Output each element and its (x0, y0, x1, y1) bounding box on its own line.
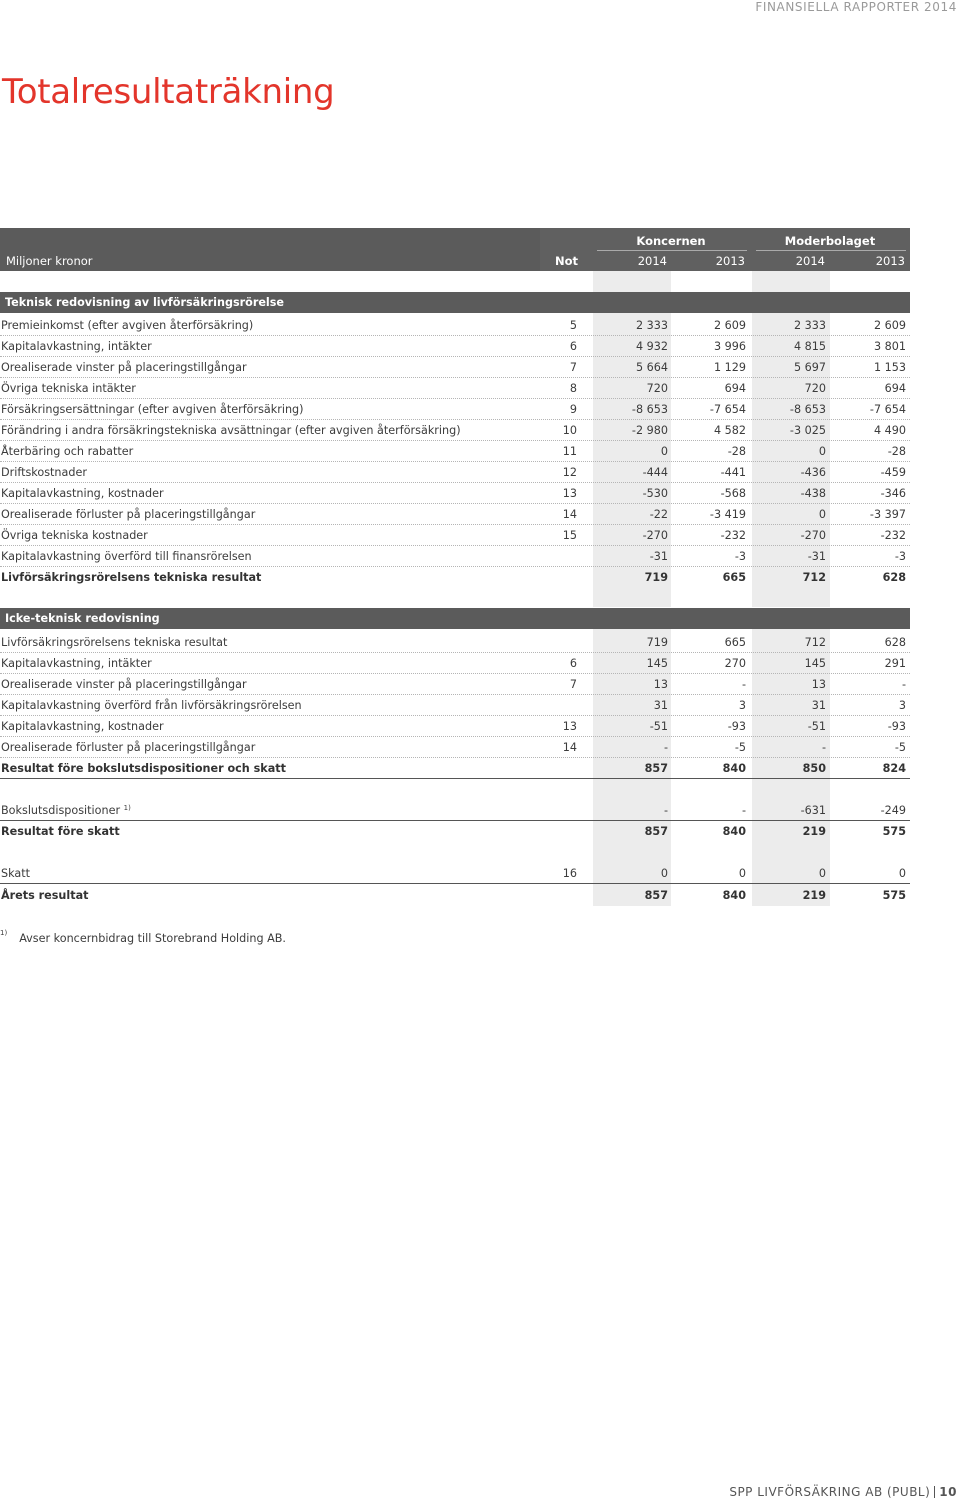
value-koncern-2013: 665 (724, 636, 746, 649)
value-koncern-2014: -270 (642, 529, 668, 542)
row-label-text: Kapitalavkastning överförd från livförsäkringsrörelsen (1, 699, 302, 712)
group-moderbolaget: Moderbolaget (784, 234, 876, 248)
value-koncern-2014: 5 664 (635, 361, 668, 374)
value-koncern-2013: 840 (722, 762, 746, 775)
value-koncern-2014: 857 (644, 889, 668, 902)
row-label-text: Resultat före bokslutsdispositioner och skatt (1, 762, 286, 775)
footer-company: SPP LIVFÖRSÄKRING AB (PUBL) (729, 1485, 931, 1499)
row-label-text: Premieinkomst (efter avgiven återförsäkring) (1, 319, 254, 332)
row-label-text: Övriga tekniska intäkter (1, 382, 136, 395)
value-moder-2014: -438 (800, 487, 826, 500)
row-label-text: Orealiserade förluster på placeringstillgångar (1, 508, 256, 521)
row-label (1, 319, 253, 332)
row-label (1, 741, 255, 754)
note-ref: 7 (569, 361, 577, 374)
value-moder-2014: - (821, 741, 826, 754)
value-moder-2014: 2 333 (793, 319, 826, 332)
running-header: FINANSIELLA RAPPORTER 2014 (755, 0, 957, 14)
value-koncern-2014: 4 932 (635, 340, 668, 353)
value-koncern-2014: - (663, 804, 668, 817)
row-label (1, 762, 286, 775)
value-moder-2013: 4 490 (873, 424, 906, 437)
row-label (1, 508, 255, 521)
section-header-technical (0, 292, 910, 313)
year-moder-2014: 2014 (795, 254, 825, 268)
value-moder-2013: -7 654 (869, 403, 906, 416)
table-row (0, 653, 910, 674)
value-moder-2014: 712 (804, 636, 826, 649)
table-row (0, 378, 910, 399)
row-label (1, 636, 227, 649)
value-koncern-2014: -2 980 (631, 424, 668, 437)
row-label (1, 804, 131, 817)
note-ref: 5 (569, 319, 577, 332)
value-koncern-2013: -7 654 (709, 403, 746, 416)
value-koncern-2014: -8 653 (631, 403, 668, 416)
footnote (0, 931, 286, 945)
row-label (1, 445, 133, 458)
value-koncern-2014: 857 (644, 825, 668, 838)
value-koncern-2014: 0 (660, 867, 668, 880)
section-title: Icke-teknisk redovisning (5, 612, 160, 625)
value-koncern-2014: -530 (642, 487, 668, 500)
note-ref: 6 (569, 340, 577, 353)
table-row (0, 315, 910, 336)
row-label-text: Livförsäkringsrörelsens tekniska resultat (1, 636, 228, 649)
value-moder-2013: -3 (894, 550, 906, 563)
value-moder-2014: -8 653 (789, 403, 826, 416)
value-koncern-2014: 0 (660, 445, 668, 458)
footnote-marker: 1) (0, 929, 8, 937)
row-label (1, 699, 302, 712)
value-koncern-2014: 857 (644, 762, 668, 775)
row-label (1, 529, 148, 542)
value-koncern-2014: -444 (642, 466, 668, 479)
year-koncern-2014: 2014 (637, 254, 667, 268)
value-koncern-2013: - (741, 804, 746, 817)
row-label-text: Kapitalavkastning, intäkter (1, 340, 152, 353)
table-row (0, 674, 910, 695)
value-moder-2014: -31 (807, 550, 826, 563)
row-label (1, 889, 88, 902)
note-ref: 7 (569, 678, 577, 691)
value-koncern-2013: 840 (722, 889, 746, 902)
row-label-text: Övriga tekniska kostnader (1, 529, 148, 542)
row-label (1, 571, 261, 584)
note-ref: 11 (562, 445, 577, 458)
row-label-text: Bokslutsdispositioner (1, 804, 121, 817)
value-moder-2014: 219 (802, 825, 826, 838)
value-moder-2013: 291 (884, 657, 906, 670)
value-koncern-2014: -31 (649, 550, 668, 563)
table-row (0, 546, 910, 567)
value-moder-2013: -459 (880, 466, 906, 479)
row-label (1, 487, 164, 500)
page-footer (729, 1485, 957, 1499)
value-moder-2014: -3 025 (789, 424, 826, 437)
value-moder-2014: 0 (818, 445, 826, 458)
table-row (0, 525, 910, 546)
value-moder-2014: 850 (802, 762, 826, 775)
value-moder-2014: 5 697 (793, 361, 826, 374)
row-label (1, 657, 152, 670)
total-row (0, 567, 910, 588)
footnote-text: Avser koncernbidrag till Storebrand Holding AB. (19, 931, 286, 945)
value-moder-2014: 13 (811, 678, 826, 691)
row-label-text: Orealiserade vinster på placeringstillgångar (1, 361, 247, 374)
net-result-row (0, 885, 910, 906)
value-moder-2014: 720 (804, 382, 826, 395)
table-row (0, 632, 910, 653)
value-koncern-2014: 720 (646, 382, 668, 395)
value-koncern-2013: 665 (722, 571, 746, 584)
row-label-text: Resultat före skatt (1, 825, 120, 838)
value-koncern-2014: -51 (649, 720, 668, 733)
value-koncern-2014: 2 333 (635, 319, 668, 332)
row-label (1, 361, 247, 374)
note-ref: 13 (562, 720, 577, 733)
value-moder-2013: -28 (887, 445, 906, 458)
value-moder-2014: 0 (818, 508, 826, 521)
row-label-text: Kapitalavkastning, kostnader (1, 720, 164, 733)
value-koncern-2013: -568 (720, 487, 746, 500)
row-label-text: Återbäring och rabatter (1, 445, 134, 458)
row-label-text: Förändring i andra försäkringstekniska avsättningar (efter avgiven återförsäkring) (1, 424, 461, 437)
table-row (0, 695, 910, 716)
row-label (1, 825, 120, 838)
column-header (0, 228, 910, 271)
value-koncern-2013: 270 (724, 657, 746, 670)
section-header-nontechnical (0, 608, 910, 629)
group-koncernen-rule (597, 250, 747, 251)
value-koncern-2014: 13 (653, 678, 668, 691)
row-label-text: Kapitalavkastning, intäkter (1, 657, 152, 670)
value-koncern-2013: 3 996 (713, 340, 746, 353)
value-koncern-2013: 840 (722, 825, 746, 838)
value-moder-2013: 575 (882, 825, 906, 838)
row-label (1, 424, 461, 437)
value-koncern-2013: 2 609 (713, 319, 746, 332)
row-label (1, 720, 164, 733)
note-ref: 6 (569, 657, 577, 670)
row-label-text: Livförsäkringsrörelsens tekniska resultat (1, 571, 262, 584)
value-moder-2014: 4 815 (793, 340, 826, 353)
group-moderbolaget-rule (756, 250, 906, 251)
table-row (0, 737, 910, 758)
note-ref: 14 (562, 508, 577, 521)
table-row (0, 420, 910, 441)
note-ref: 16 (562, 867, 577, 880)
value-moder-2013: -346 (880, 487, 906, 500)
value-moder-2013: -232 (880, 529, 906, 542)
value-moder-2014: -436 (800, 466, 826, 479)
value-koncern-2014: 31 (653, 699, 668, 712)
page-number: 10 (939, 1485, 957, 1499)
row-label-text: Skatt (1, 867, 31, 880)
value-moder-2013: 0 (898, 867, 906, 880)
footer-divider (934, 1486, 935, 1498)
table-row (0, 483, 910, 504)
row-label-text: Orealiserade vinster på placeringstillgångar (1, 678, 247, 691)
row-label-text: Orealiserade förluster på placeringstillgångar (1, 741, 256, 754)
footnote-ref: 1) (123, 804, 131, 812)
table-row (0, 504, 910, 525)
value-moder-2014: 712 (802, 571, 826, 584)
row-label-text: Årets resultat (1, 889, 89, 902)
value-koncern-2013: -232 (720, 529, 746, 542)
value-koncern-2013: -5 (734, 741, 746, 754)
table-row (0, 462, 910, 483)
value-koncern-2013: -93 (727, 720, 746, 733)
row-label-text: Kapitalavkastning överförd till finansrörelsen (1, 550, 252, 563)
value-koncern-2013: 4 582 (713, 424, 746, 437)
table-row (0, 336, 910, 357)
row-label (1, 867, 30, 880)
value-moder-2014: 219 (802, 889, 826, 902)
note-column-label: Not (555, 254, 579, 268)
value-moder-2013: 824 (882, 762, 906, 775)
value-moder-2014: 31 (811, 699, 826, 712)
table-row (0, 357, 910, 378)
value-moder-2014: 0 (818, 867, 826, 880)
row-label-text: Försäkringsersättningar (efter avgiven återförsäkring) (1, 403, 304, 416)
row-label (1, 403, 304, 416)
value-moder-2013: -249 (880, 804, 906, 817)
value-koncern-2014: 145 (646, 657, 668, 670)
value-koncern-2013: 694 (724, 382, 746, 395)
value-koncern-2013: - (741, 678, 746, 691)
value-moder-2014: -631 (800, 804, 826, 817)
tax-row (0, 863, 910, 884)
row-label (1, 466, 87, 479)
result-before-tax-row (0, 821, 910, 842)
value-moder-2013: -5 (894, 741, 906, 754)
table-row (0, 716, 910, 737)
value-koncern-2013: -28 (727, 445, 746, 458)
year-moder-2013: 2013 (875, 254, 905, 268)
page-title: Totalresultaträkning (2, 72, 335, 112)
note-ref: 12 (562, 466, 577, 479)
value-koncern-2013: 1 129 (713, 361, 746, 374)
value-koncern-2013: -3 419 (709, 508, 746, 521)
value-moder-2013: 694 (884, 382, 906, 395)
value-koncern-2014: 719 (646, 636, 668, 649)
section-title: Teknisk redovisning av livförsäkringsrörelse (5, 296, 285, 309)
value-koncern-2014: - (663, 741, 668, 754)
value-moder-2013: -3 397 (869, 508, 906, 521)
row-label (1, 678, 247, 691)
value-moder-2014: 145 (804, 657, 826, 670)
value-koncern-2013: 0 (738, 867, 746, 880)
note-ref: 8 (569, 382, 577, 395)
note-ref: 14 (562, 741, 577, 754)
year-koncern-2013: 2013 (715, 254, 745, 268)
value-moder-2013: 628 (882, 571, 906, 584)
note-ref: 9 (569, 403, 577, 416)
value-koncern-2014: -22 (649, 508, 668, 521)
value-koncern-2013: -441 (720, 466, 746, 479)
value-moder-2013: -93 (887, 720, 906, 733)
value-moder-2014: -270 (800, 529, 826, 542)
unit-label: Miljoner kronor (6, 254, 93, 268)
row-label-text: Kapitalavkastning, kostnader (1, 487, 164, 500)
value-koncern-2014: 719 (644, 571, 668, 584)
row-label (1, 550, 252, 563)
row-label (1, 382, 136, 395)
value-moder-2014: -51 (807, 720, 826, 733)
value-moder-2013: 2 609 (873, 319, 906, 332)
note-ref: 15 (562, 529, 577, 542)
table-row (0, 399, 910, 420)
value-koncern-2013: 3 (738, 699, 746, 712)
table-row (0, 441, 910, 462)
note-ref: 13 (562, 487, 577, 500)
row-label-text: Driftskostnader (1, 466, 87, 479)
value-moder-2013: - (901, 678, 906, 691)
value-moder-2013: 575 (882, 889, 906, 902)
note-ref: 10 (562, 424, 577, 437)
value-moder-2013: 1 153 (873, 361, 906, 374)
row-label (1, 340, 152, 353)
value-moder-2013: 628 (884, 636, 906, 649)
group-koncernen: Koncernen (636, 234, 706, 248)
value-moder-2013: 3 801 (873, 340, 906, 353)
value-koncern-2013: -3 (734, 550, 746, 563)
appropriations-row (0, 800, 910, 821)
subtotal-row (0, 758, 910, 779)
value-moder-2013: 3 (898, 699, 906, 712)
